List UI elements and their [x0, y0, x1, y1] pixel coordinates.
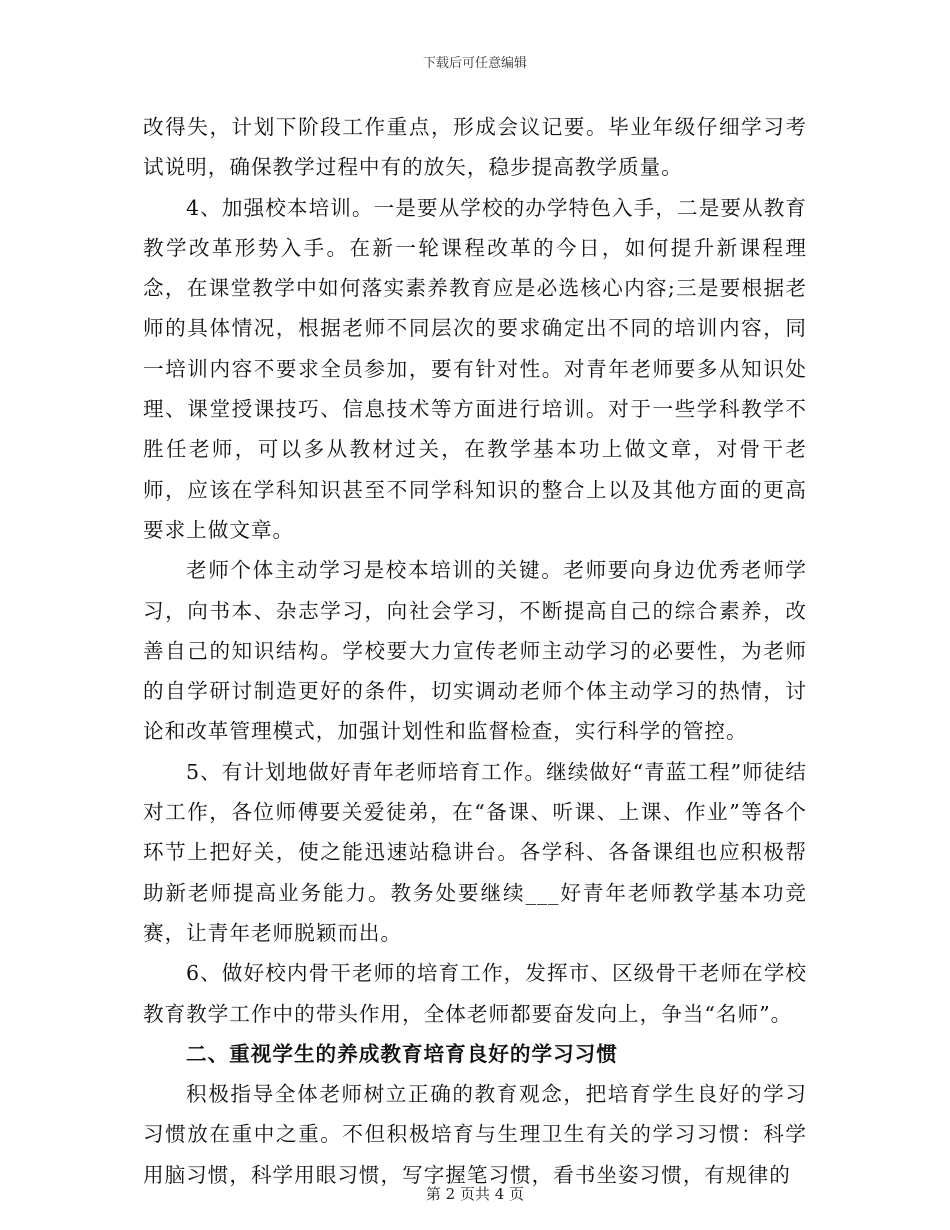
paragraph-continuation: 改得失，计划下阶段工作重点，形成会议记要。毕业年级仔细学习考试说明，确保教学过程中有的放矢，稳步提高教学质量。 — [143, 115, 807, 180]
section-heading: 二、重视学生的养成教育培育良好的学习习惯 — [186, 1041, 618, 1066]
paragraph-item-6: 6、做好校内骨干老师的培育工作，发挥市、区级骨干老师在学校教育教学工作中的带头作用，全体老师都要奋发向上，争当“名师”。 — [143, 961, 807, 1026]
page-header: 下载后可任意编辑 — [422, 56, 527, 71]
paragraph-item-5: 5、有计划地做好青年老师培育工作。继续做好“青蓝工程”师徒结对工作，各位师傅要关爱徒弟，在“备课、听课、上课、作业”等各个环节上把好关，使之能迅速站稳讲台。各学科、各备课组也应积极帮助新老师提高业务能力。教务处要继续___好青年老师教学基本功竞赛，让青年老师脱颖而出。 — [143, 759, 807, 945]
paragraph-item-4: 4、加强校本培训。一是要从学校的办学特色入手，二是要从教育教学改革形势入手。在新一轮课程改革的今日，如何提升新课程理念，在课堂教学中如何落实素养教育应是必选核心内容;三是要根据老师的具体情况，根据老师不同层次的要求确定出不同的培训内容，同一培训内容不要求全员参加，要有针对性。对青年老师要多从知识处理、课堂授课技巧、信息技术等方面进行培训。对于一些学科教学不胜任老师，可以多从教材过关，在教学基本功上做文章，对骨干老师，应该在学科知识甚至不同学科知识的整合上以及其他方面的更高要求上做文章。 — [143, 195, 807, 542]
paragraph-self-study: 老师个体主动学习是校本培训的关键。老师要向身边优秀老师学习，向书本、杂志学习，向社会学习，不断提高自己的综合素养，改善自己的知识结构。学校要大力宣传老师主动学习的必要性，为老师的自学研讨制造更好的条件，切实调动老师个体主动学习的热情，讨论和改革管理模式，加强计划性和监督检查，实行科学的管控。 — [143, 558, 807, 744]
document-body — [143, 107, 807, 1195]
paragraph-study-habits: 积极指导全体老师树立正确的教育观念，把培育学生良好的学习习惯放在重中之重。不但积极培育与生理卫生有关的学习习惯：科学用脑习惯，科学用眼习惯，写字握笔习惯，看书坐姿习惯，有规律的 — [143, 1082, 807, 1187]
page-footer: 第 2 页共 4 页 — [425, 1185, 525, 1203]
